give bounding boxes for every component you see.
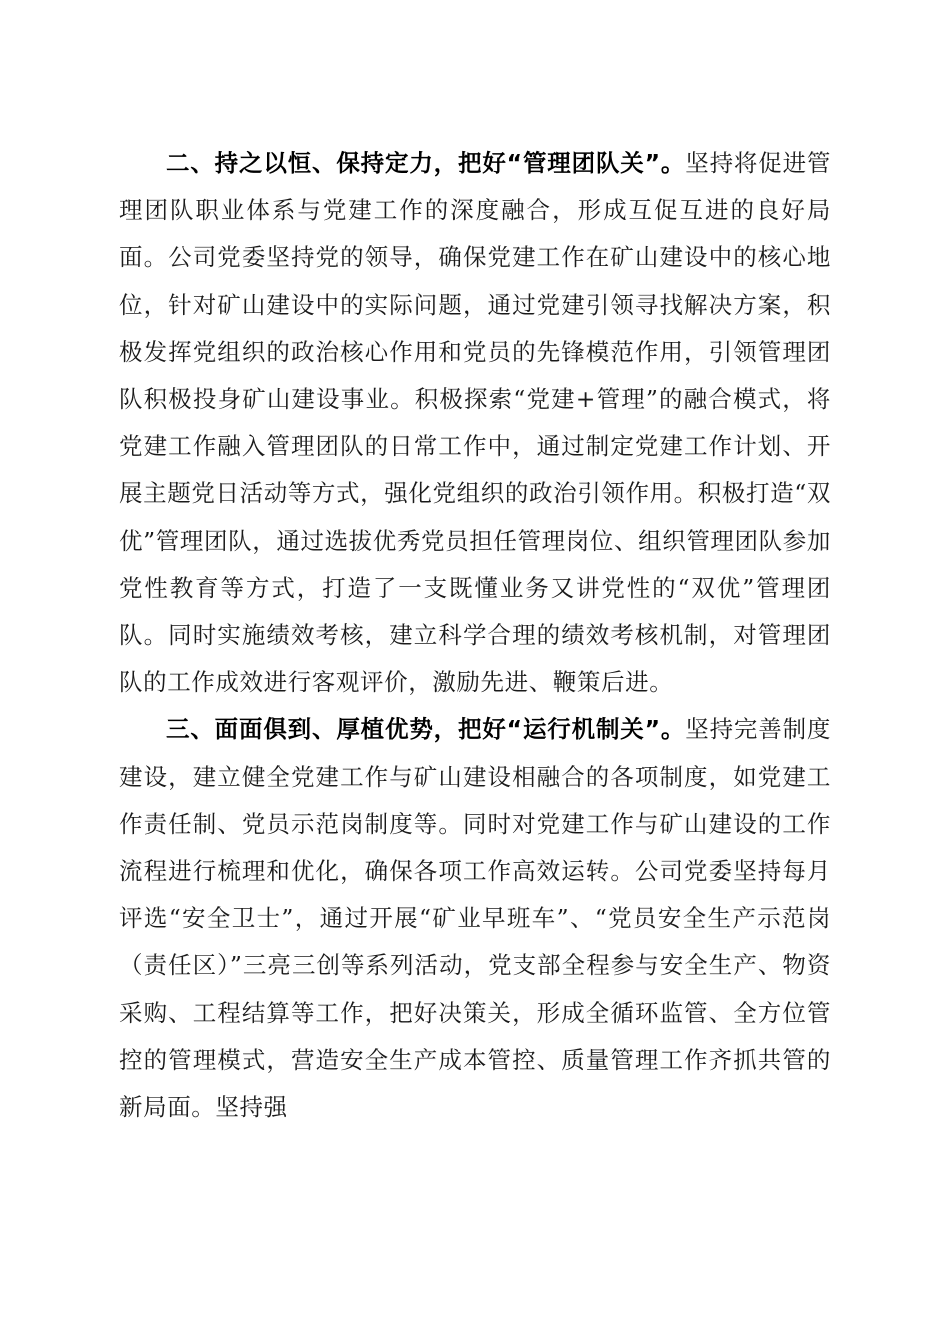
section-heading-operating-mechanism: 三、面面俱到、厚植优势，把好“运行机制关”。 (166, 715, 686, 744)
section-heading-management-team: 二、持之以恒、保持定力，把好“管理团队关”。 (166, 149, 686, 177)
section-body-management-team: 坚持将促进管理团队职业体系与党建工作的深度融合，形成互促互进的良好局面。公司党委坚持党的领导，确保党建工作在矿山建设中的核心地位，针对矿山建设中的实际问题，通过党建引领寻找解决方案，积极发挥党组织的政治核心作用和党员的先锋模范作用，引领管理团队积极投身矿山建设事业。积极探索“党建+管理”的融合模式，将党建工作融入管理团队的日常工作中，通过制定党建工作计划、开展主题党日活动等方式，强化党组织的政治引领作用。积极打造“双优”管理团队，通过选拔优秀党员担任管理岗位、组织管理团队参加党性教育等方式，打造了一支既懂业务又讲党性的“双优”管理团队。同时实施绩效考核，建立科学合理的绩效考核机制，对管理团队的工作成效进行客观评价，激励先进、鞭策后进。 (119, 149, 832, 697)
paragraph-management-team (119, 140, 831, 706)
paragraph-operating-mechanism (119, 706, 831, 1131)
section-body-operating-mechanism: 坚持完善制度建设，建立健全党建工作与矿山建设相融合的各项制度，如党建工作责任制、党员示范岗制度等。同时对党建工作与矿山建设的工作流程进行梳理和优化，确保各项工作高效运转。公司党委坚持每月评选“安全卫士”，通过开展“矿业早班车”、“党员安全生产示范岗（责任区）”三亮三创等系列活动，党支部全程参与安全生产、物资采购、工程结算等工作，把好决策关，形成全循环监管、全方位管控的管理模式，营造安全生产成本管控、质量管理工作齐抓共管的新局面。坚持强 (119, 715, 832, 1122)
document-body (119, 140, 831, 1131)
